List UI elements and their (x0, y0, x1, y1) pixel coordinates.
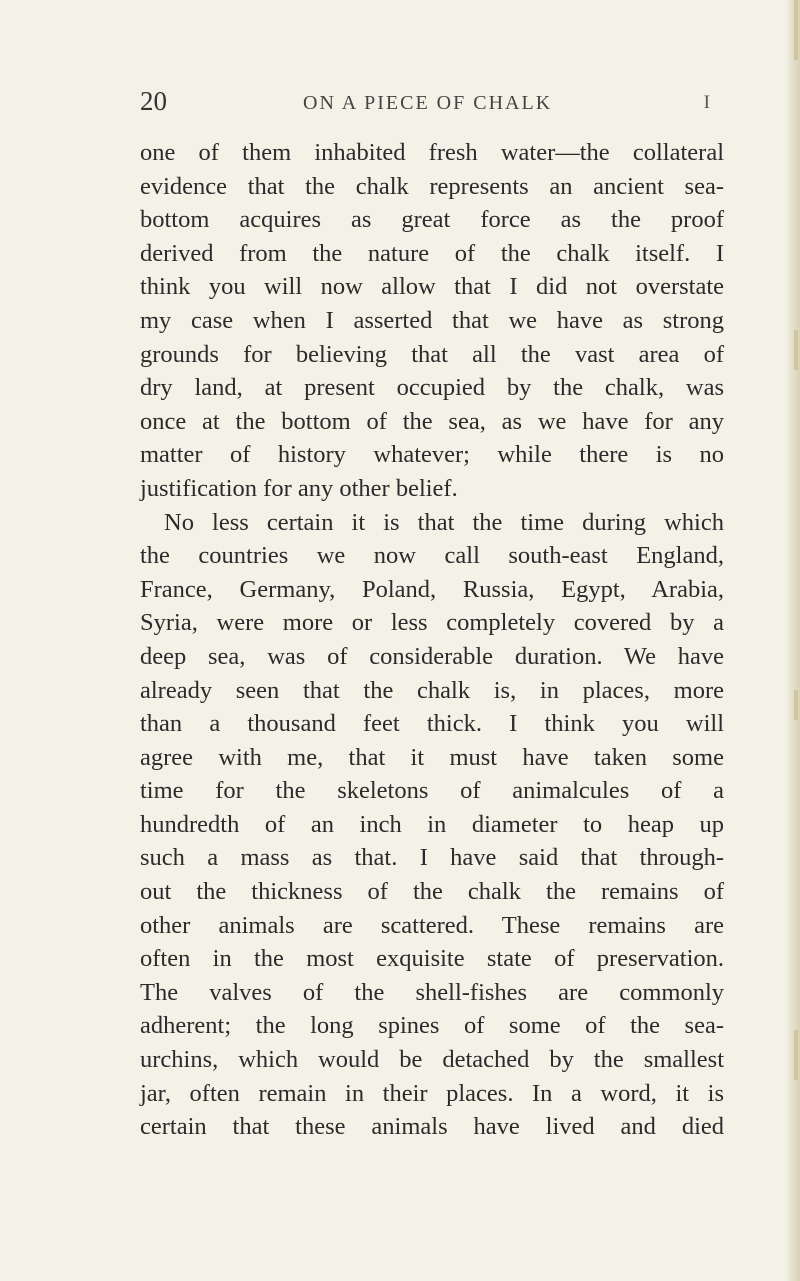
text-line: than a thousand feet thick. I think you will (140, 710, 724, 738)
text-line: France, Germany, Poland, Russia, Egypt, Arabia, (140, 575, 724, 603)
text-line: one of them inhabited fresh water—the collateral (140, 139, 724, 166)
page-number: 20 (140, 86, 167, 116)
text-line: No less certain it is that the time during which (164, 508, 724, 536)
text-line: jar, often remain in their places. In a word, it is (140, 1079, 724, 1107)
text-line: agree with me, that it must have taken some (140, 743, 724, 771)
text-line: bottom acquires as great force as the proof (140, 206, 724, 234)
text-line: certain that these animals have lived and died (140, 1113, 724, 1141)
page-header (140, 86, 730, 126)
text-line: other animals are scattered. These remains are (140, 911, 724, 939)
chapter-mark: I (703, 92, 710, 113)
text-line: hundredth of an inch in diameter to heap up (140, 810, 724, 838)
text-line: The valves of the shell-fishes are commonly (140, 978, 724, 1006)
text-line: derived from the nature of the chalk itself. I (140, 239, 724, 267)
text-line: justification for any other belief. (140, 474, 458, 502)
text-line: evidence that the chalk represents an ancient sea- (140, 172, 724, 200)
page-edge-shadow (786, 0, 800, 1281)
text-line: Syria, were more or less completely covered by a (140, 609, 724, 637)
text-line: such a mass as that. I have said that through- (140, 844, 724, 872)
text-line: urchins, which would be detached by the smallest (140, 1046, 724, 1074)
text-line: matter of history whatever; while there is no (140, 441, 724, 469)
running-head: ON A PIECE OF CHALK (303, 92, 553, 114)
body-text (140, 136, 724, 1144)
text-line: my case when I asserted that we have as strong (140, 306, 724, 334)
text-line: deep sea, was of considerable duration. We have (140, 642, 724, 670)
text-line: think you will now allow that I did not overstate (140, 273, 724, 301)
text-line: time for the skeletons of animalcules of a (140, 777, 724, 805)
text-line: dry land, at present occupied by the chalk, was (140, 374, 724, 402)
text-line: already seen that the chalk is, in places, more (140, 676, 724, 704)
text-line: often in the most exquisite state of preservation. (140, 945, 724, 973)
text-line: adherent; the long spines of some of the sea- (140, 1012, 724, 1040)
text-line: grounds for believing that all the vast area of (140, 340, 724, 368)
text-line: once at the bottom of the sea, as we have for any (140, 407, 724, 435)
text-line: the countries we now call south-east England, (140, 542, 724, 570)
text-line: out the thickness of the chalk the remains of (140, 878, 724, 906)
